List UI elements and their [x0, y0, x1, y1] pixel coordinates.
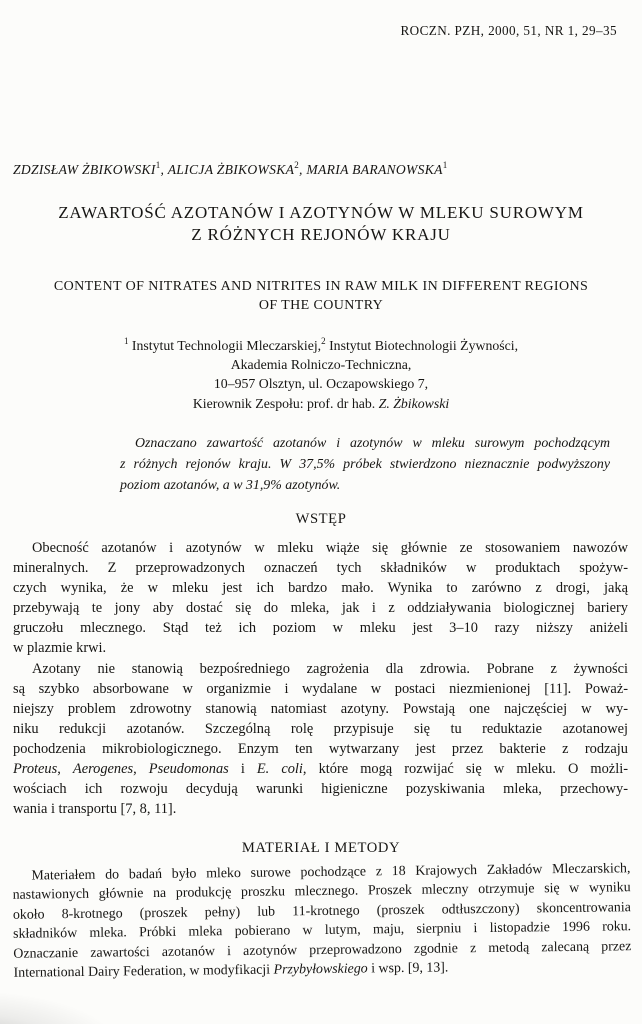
author-name-3: , MARIA BARANOWSKA — [299, 162, 443, 177]
abstract — [120, 433, 610, 496]
paragraph-line: pochodzenia mikrobiologicznego. Enzym ten wytwarzany jest przez bakterie z rodzaju — [13, 741, 628, 757]
abstract-line: poziom azotanów, a w 31,9% azotynów. — [120, 478, 341, 493]
paragraph-line: składników mleka. Próbki mleka pobierano w lutym, maju, sierpniu i listopadzie 1996 roku. — [13, 919, 632, 942]
team-leader-name: Z. Żbikowski — [378, 395, 450, 411]
article-title-pl-line2: Z RÓŻNYCH REJONÓW KRAJU — [191, 225, 451, 244]
author-affiliation-sup-3: 1 — [442, 160, 448, 170]
paragraph-line-bacteria: Proteus, Aerogenes, Pseudomonas i E. coli, które mogą rozwijać się w mleku. O możli- — [13, 761, 628, 777]
abstract-line: Oznaczano zawartość azotanów i azotynów w mleku surowym pochodzącym — [135, 436, 610, 451]
bacteria-name: E. coli — [256, 761, 303, 777]
affiliation-line-4: Kierownik Zespołu: prof. dr hab. Z. Żbikowski — [192, 395, 450, 411]
paragraph-line: nastawionych głównie na produkcję proszku mlecznego. Proszek mleczny otrzymuje się w wyniku — [12, 880, 631, 904]
affiliation-line-1: $^1$ Instytut Technologii Mleczarskiej,$^2$ Instytut Biotechnologii Żywności, — [123, 336, 519, 353]
section-heading-metody: MATERIAŁ I METODY — [241, 840, 401, 856]
journal-reference: ROCZN. PZH, 2000, 51, NR 1, 29–35 — [400, 23, 617, 38]
affiliation-block — [13, 336, 629, 413]
section-heading-wstep: WSTĘP — [295, 511, 347, 527]
article-title-pl — [13, 202, 629, 246]
paragraph-line: czych wynika, że w mleku jest ich bardzo mało. Wynika to zarówno z drogi, jaką — [13, 580, 628, 596]
paragraph-line: przebywają te jony aby dostać się do mleka, jak i z oddziaływania biologicznej bariery — [13, 600, 628, 616]
paragraph-line: gruczołu mlecznego. Stąd też ich poziom w mleku jest 3–10 razy niższy aniżeli — [13, 620, 628, 636]
paragraph-line: niku redukcji azotanów. Szczególną rolę przypisuje się tu reduktazie azotanowej — [13, 721, 628, 737]
paragraph-line: w plazmie krwi. — [13, 640, 107, 656]
article-title-en — [13, 278, 629, 315]
paragraph-line: są szybko absorbowane w organizmie i wydalane w postaci niezmienionej [11]. Poważ- — [13, 681, 628, 697]
paragraph-line: Oznaczanie zawartości azotanów i azotynów przeprowadzono zgodnie z metodą zalecaną przez — [13, 938, 632, 962]
paragraph-line: wościach ich rozwoju decydują warunki higieniczne pozyskiwania mleka, przechowy- — [13, 781, 628, 797]
affiliation-line-3: 10–957 Olsztyn, ul. Oczapowskiego 7, — [213, 376, 429, 392]
author-name-1: ZDZISŁAW ŻBIKOWSKI — [13, 162, 156, 177]
scan-corner-shadow — [0, 992, 120, 1024]
authors-line — [13, 162, 629, 178]
author-affiliation-sup-1: 1 — [155, 160, 161, 170]
article-title-en-line2: OF THE COUNTRY — [258, 297, 384, 313]
author-name-2: , ALICJA ŻBIKOWSKA — [160, 162, 295, 177]
paragraph-line-reference: International Dairy Federation, w modyfikacji Przybyłowskiego i wsp. [9, 13]. — [13, 960, 449, 981]
paragraph-line: Materiałem do badań było mleko surowe pochodzące z 18 Krajowych Zakładów Mleczarskich, — [31, 861, 631, 884]
paragraph-line: mineralnych. Z przeprowadzonych oznaczeń tych składników w produktach spożyw- — [13, 560, 628, 576]
article-title-pl-line1: ZAWARTOŚĆ AZOTANÓW I AZOTYNÓW W MLEKU SUROWYM — [58, 203, 584, 222]
bacteria-name: Aerogenes — [72, 761, 134, 777]
metody-paragraph — [12, 859, 631, 983]
abstract-line: z różnych rejonów kraju. W 37,5% próbek stwierdzono nieznacznie podwyższony — [120, 457, 610, 472]
paragraph-line: Obecność azotanów i azotynów w mleku wiąże się głównie ze stosowaniem nawozów — [32, 540, 628, 556]
wstep-paragraph-2 — [13, 659, 628, 819]
wstep-paragraph-1 — [13, 538, 628, 658]
author-affiliation-sup-2: 2 — [294, 160, 300, 170]
article-title-en-line1: CONTENT OF NITRATES AND NITRITES IN RAW MILK IN DIFFERENT REGIONS — [53, 279, 589, 294]
bacteria-name: Proteus — [13, 761, 58, 777]
affiliation-sup-1: 1 — [123, 336, 129, 346]
bacteria-name: Pseudomonas — [148, 761, 229, 777]
paragraph-line: wania i transportu [7, 8, 11]. — [13, 801, 177, 817]
paragraph-line: niejszy problem zdrowotny stanowią natomiast azotyny. Powstają one najczęściej w wy- — [13, 701, 628, 717]
paragraph-line: Azotany nie stanowią bezpośredniego zagrożenia dla zdrowia. Pobrane z żywności — [32, 661, 628, 677]
cited-author-name: Przybyłowskiego — [273, 961, 368, 978]
paragraph-line: około 8-krotnego (proszek pełny) lub 11-krotnego (proszek odtłuszczony) skoncentrowania — [12, 900, 631, 923]
affiliation-sup-2: 2 — [321, 336, 326, 346]
affiliation-line-2: Akademia Rolniczo-Techniczna, — [230, 357, 412, 373]
